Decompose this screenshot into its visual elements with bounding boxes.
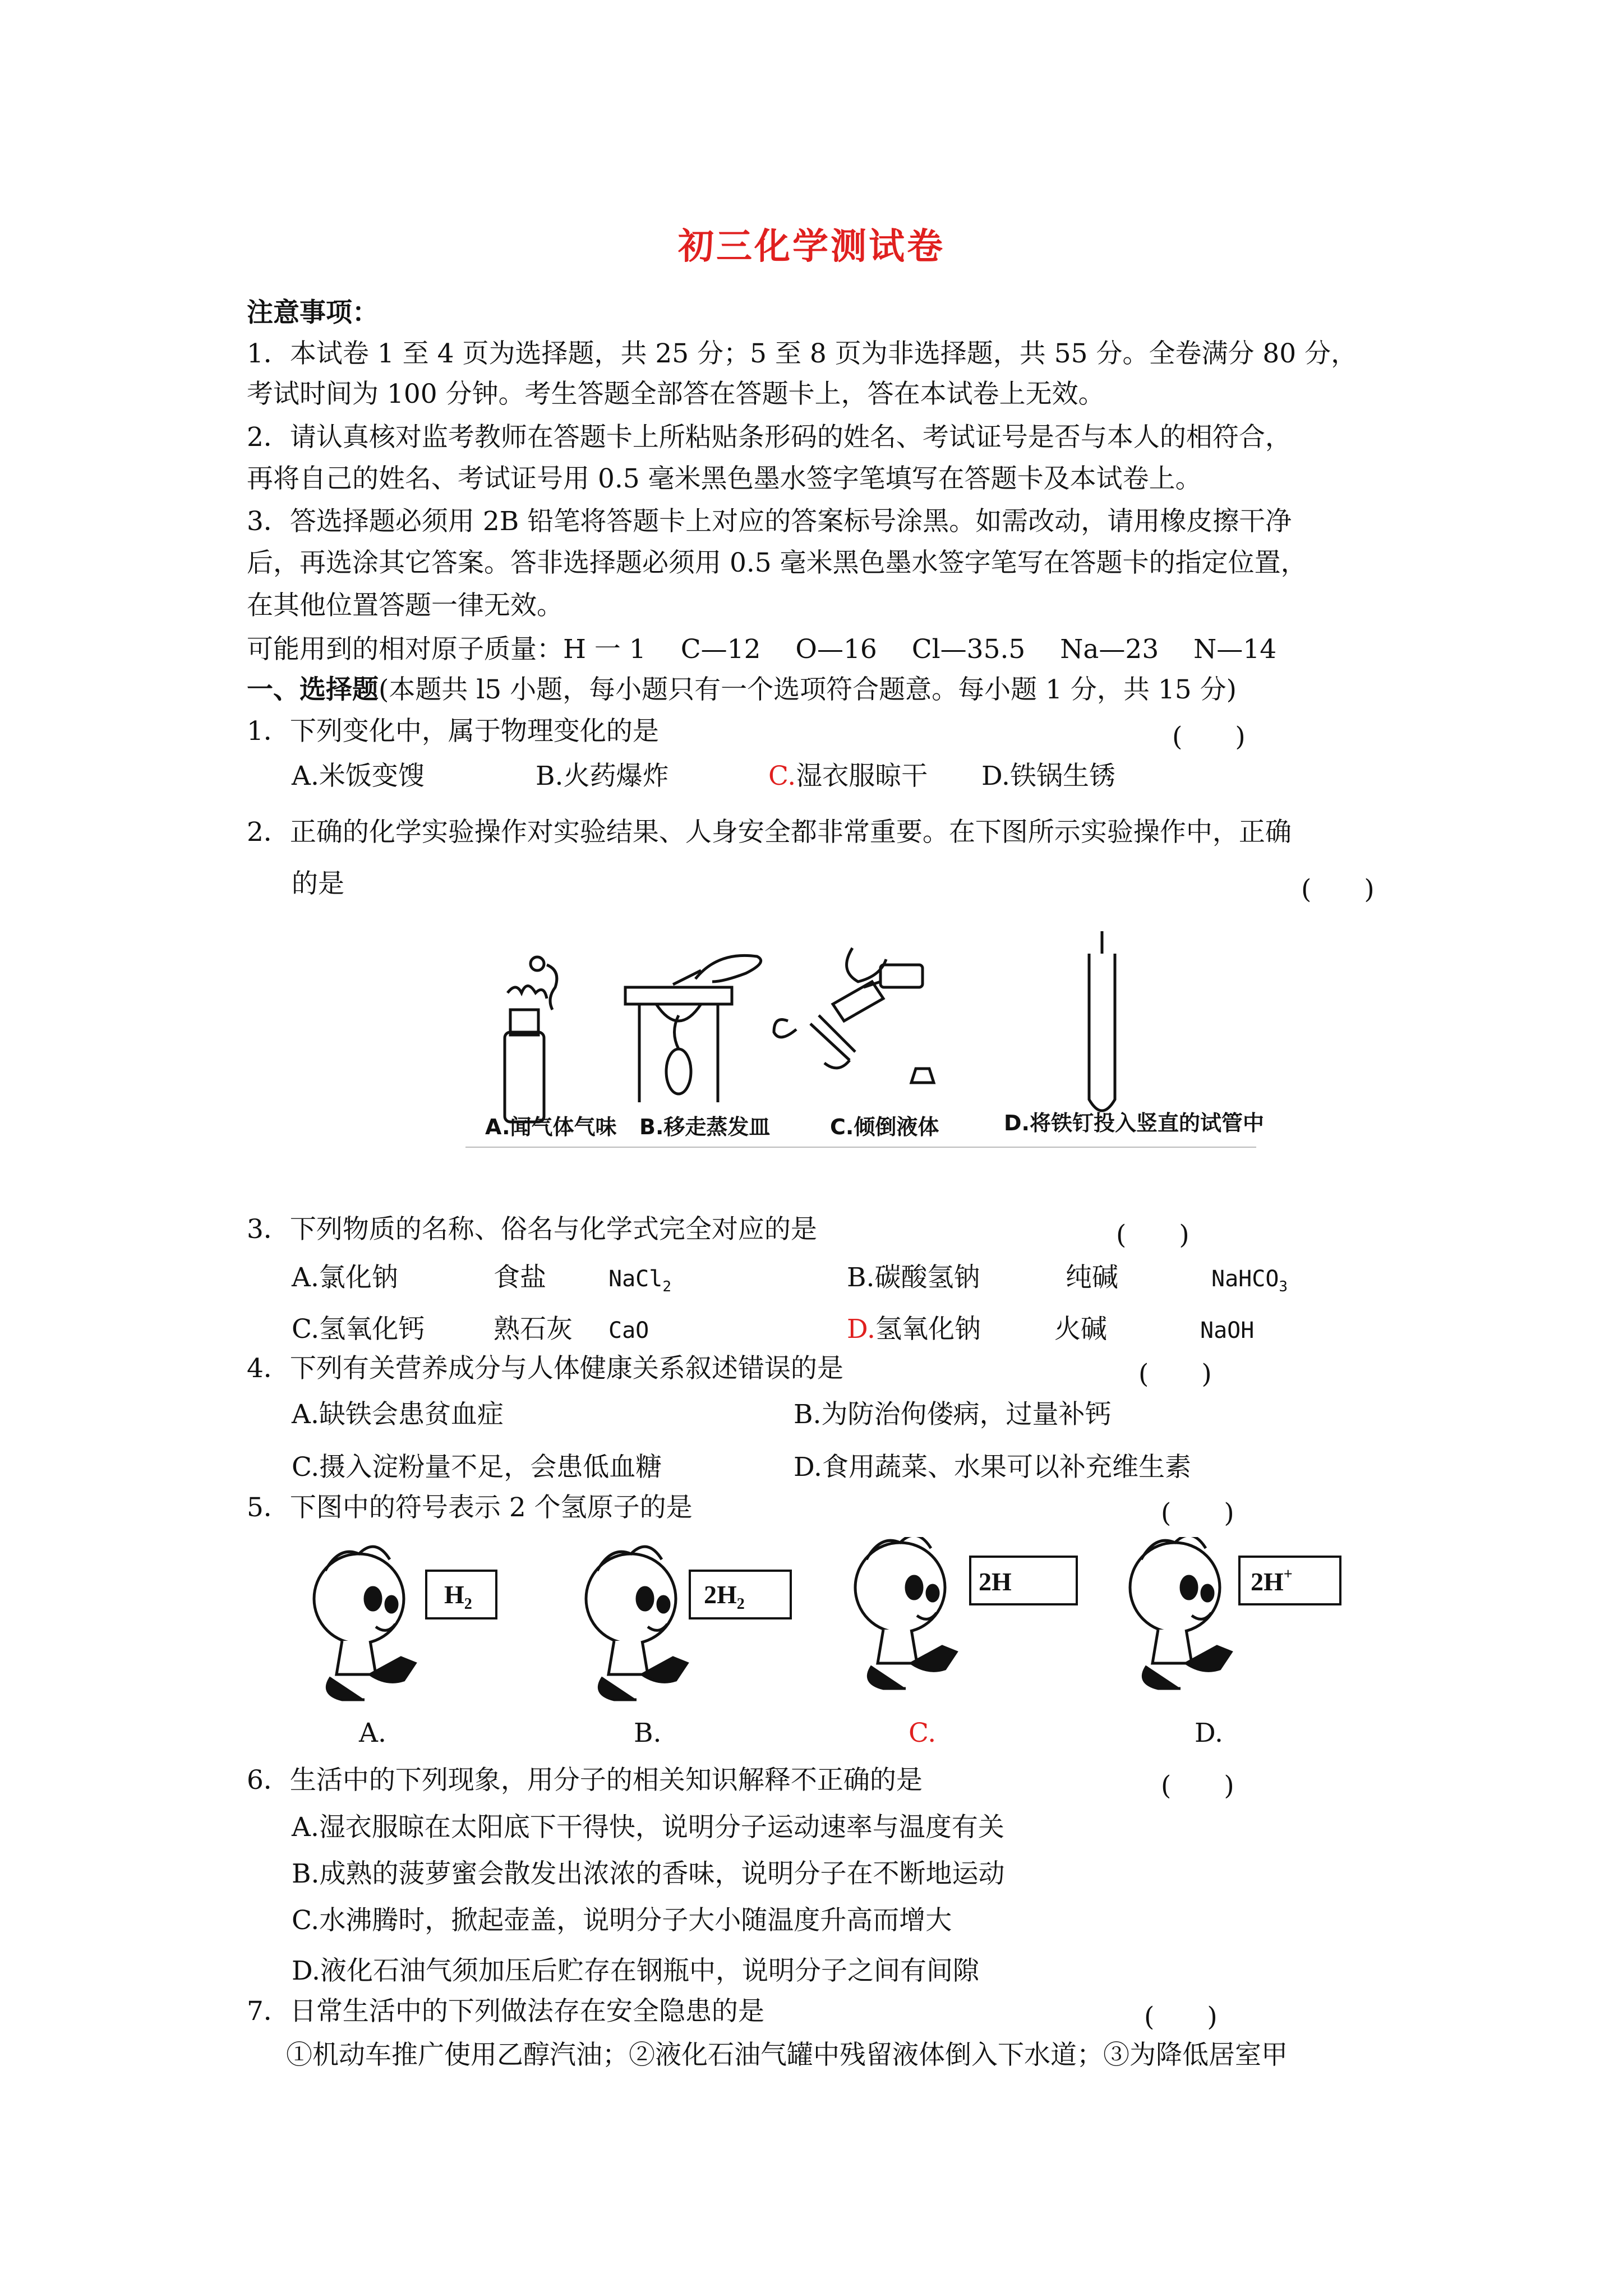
q3-option-d-formula: NaOH bbox=[1200, 1318, 1255, 1343]
q4-option-d: D.食用蔬菜、水果可以补充维生素 bbox=[794, 1452, 1191, 1483]
lab-operations-figure bbox=[437, 931, 1279, 1195]
q3-option-b-formula: NaHCO$_3$ bbox=[1211, 1266, 1288, 1295]
q6-option-a: A.湿衣服晾在太阳底下干得快，说明分子运动速率与温度有关 bbox=[292, 1812, 1004, 1843]
q7-statements-line: ①机动车推广使用乙醇汽油；②液化石油气罐中残留液体倒入下水道；③为降低居室甲 bbox=[286, 2040, 1288, 2070]
q3-option-a-common: 食盐 bbox=[494, 1262, 546, 1293]
symbol-text: $2H_2$ bbox=[704, 1580, 745, 1613]
q4-option-a: A.缺铁会患贫血症 bbox=[292, 1399, 504, 1430]
cartoon-character bbox=[314, 1547, 415, 1700]
q5-option-a-label: A. bbox=[359, 1718, 386, 1749]
symbol-text: 2H+ bbox=[1251, 1566, 1293, 1596]
q3-option-a: A.氯化钠 bbox=[292, 1262, 398, 1293]
figure-caption: C.倾倒液体 bbox=[830, 1115, 939, 1139]
question-2-stem-cont: 的是 bbox=[292, 868, 344, 899]
q6-option-c: C.水沸腾时，掀起壶盖，说明分子大小随温度升高而增大 bbox=[292, 1905, 952, 1936]
cartoon-character bbox=[855, 1537, 956, 1688]
atomic-mass-line: 可能用到的相对原子质量：H 一 1 C—12 O—16 Cl—35.5 Na—23 N—14 bbox=[247, 634, 1277, 665]
answer-blank: ( ) bbox=[1116, 1220, 1189, 1250]
question-3-stem: 3．下列物质的名称、俗名与化学式完全对应的是 bbox=[247, 1214, 817, 1245]
q1-option-a: A.米饭变馊 bbox=[292, 761, 425, 792]
q3-option-c: C.氢氧化钙 bbox=[292, 1314, 425, 1345]
notice-line: 在其他位置答题一律无效。 bbox=[247, 590, 563, 621]
question-1-stem: 1．下列变化中，属于物理变化的是 bbox=[247, 716, 659, 747]
q3-option-a-formula: NaCl$_2$ bbox=[608, 1266, 671, 1295]
answer-blank: ( ) bbox=[1172, 721, 1246, 752]
q5-option-d-label: D. bbox=[1195, 1718, 1223, 1749]
symbol-text: $H_2$ bbox=[444, 1580, 472, 1613]
symbol-text: 2H bbox=[979, 1567, 1012, 1596]
answer-blank: ( ) bbox=[1161, 1498, 1234, 1529]
question-4-stem: 4．下列有关营养成分与人体健康关系叙述错误的是 bbox=[247, 1353, 843, 1384]
cartoon-character bbox=[586, 1547, 687, 1700]
q3-option-c-formula: CaO bbox=[608, 1318, 649, 1343]
q1-option-b: B.火药爆炸 bbox=[536, 761, 669, 792]
q3-option-b-common: 纯碱 bbox=[1066, 1262, 1118, 1293]
answer-blank: ( ) bbox=[1161, 1770, 1234, 1801]
notice-line: 考试时间为 100 分钟。考生答题全部答在答题卡上，答在本试卷上无效。 bbox=[247, 379, 1105, 409]
q3-option-b: B.碳酸氢钠 bbox=[847, 1262, 980, 1293]
question-5-stem: 5．下图中的符号表示 2 个氢原子的是 bbox=[247, 1492, 693, 1523]
question-2-stem: 2．正确的化学实验操作对实验结果、人身安全都非常重要。在下图所示实验操作中，正确 bbox=[247, 817, 1292, 848]
notice-line: 后，再选涂其它答案。答非选择题必须用 0.5 毫米黑色墨水签字笔写在答题卡的指定位置， bbox=[247, 547, 1307, 578]
q3-option-d-common: 火碱 bbox=[1054, 1314, 1107, 1345]
q6-option-b: B.成熟的菠萝蜜会散发出浓浓的香味，说明分子在不断地运动 bbox=[292, 1858, 1005, 1889]
section-title: 一、选择题 bbox=[247, 674, 379, 705]
section-desc: (本题共 l5 小题，每小题只有一个选项符合题意。每小题 1 分，共 15 分) bbox=[379, 674, 1237, 705]
figure-caption: B.移走蒸发皿 bbox=[639, 1115, 771, 1139]
question-7-stem: 7．日常生活中的下列做法存在安全隐患的是 bbox=[247, 1996, 764, 2027]
q5-option-b-label: B. bbox=[634, 1718, 662, 1749]
q1-option-d: D.铁锅生锈 bbox=[981, 761, 1115, 792]
page-title: 初三化学测试卷 bbox=[678, 226, 945, 268]
notice-line: 1．本试卷 1 至 4 页为选择题，共 25 分；5 至 8 页为非选择题，共 55 分。全卷满分 80 分， bbox=[247, 338, 1358, 369]
notice-line: 2．请认真核对监考教师在答题卡上所粘贴条形码的姓名、考试证号是否与本人的相符合， bbox=[247, 422, 1292, 453]
q3-option-d: D.氢氧化钠 bbox=[847, 1314, 981, 1345]
q3-option-c-common: 熟石灰 bbox=[494, 1314, 573, 1345]
notice-line: 3．答选择题必须用 2B 铅笔将答题卡上对应的答案标号涂黑。如需改动，请用橡皮擦干净 bbox=[247, 506, 1292, 537]
q5-option-c-label: C. bbox=[909, 1718, 937, 1749]
q1-option-c: C.湿衣服晾干 bbox=[768, 761, 928, 792]
notice-heading: 注意事项： bbox=[247, 297, 379, 328]
test-tube-illustration bbox=[1089, 931, 1115, 1111]
q4-option-b: B.为防治佝偻病，过量补钙 bbox=[794, 1399, 1112, 1430]
notice-line: 再将自己的姓名、考试证号用 0.5 毫米黑色墨水签字笔填写在答题卡及本试卷上。 bbox=[247, 463, 1202, 494]
cartoon-character bbox=[1130, 1537, 1231, 1688]
question-6-stem: 6．生活中的下列现象，用分子的相关知识解释不正确的是 bbox=[247, 1765, 923, 1796]
answer-blank: ( ) bbox=[1144, 2001, 1218, 2032]
figure-caption: A.闻气体气味 bbox=[485, 1115, 617, 1139]
figure-caption: D.将铁钉投入竖直的试管中 bbox=[1004, 1111, 1264, 1135]
section-heading bbox=[247, 674, 1237, 706]
smelling-gas-illustration bbox=[505, 957, 557, 1122]
q4-option-c: C.摄入淀粉量不足，会患低血糖 bbox=[292, 1452, 662, 1483]
answer-blank: ( ) bbox=[1138, 1359, 1212, 1389]
evaporating-dish-illustration bbox=[625, 955, 761, 1102]
answer-blank: ( ) bbox=[1301, 874, 1375, 905]
q6-option-d: D.液化石油气须加压后贮存在钢瓶中，说明分子之间有间隙 bbox=[292, 1955, 979, 1986]
pouring-liquid-illustration bbox=[774, 948, 934, 1083]
